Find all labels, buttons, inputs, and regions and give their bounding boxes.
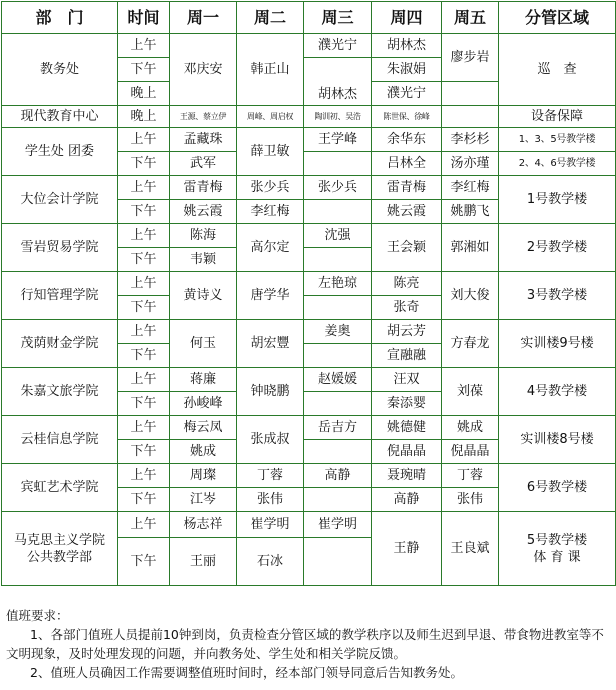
dept-name [2,512,118,586]
duty-cell: 丁蓉 [442,464,499,488]
duty-cell: 张成叔 [237,416,304,464]
duty-cell: 陶训初、吴浩 [304,106,372,128]
header-dept: 部 门 [2,2,118,34]
table-row [2,224,616,248]
time-slot: 上午 [118,272,170,296]
notes-item: 2、值班人员确因工作需要调整值班时间时，经本部门领导同意后告知教务处。 [30,665,463,680]
duty-cell: 王丽 [170,538,237,586]
duty-cell: 崔学明 [304,512,372,538]
area-cell: 2、4、6号教学楼 [499,152,616,176]
duty-cell: 秦添婴 [372,392,442,416]
duty-cell: 郭湘如 [442,224,499,272]
duty-cell: 姚鹏飞 [442,200,499,224]
duty-cell: 濮光宁 [372,82,442,106]
duty-cell [304,248,372,272]
notes-title: 值班要求： [6,608,69,623]
duty-cell: 左艳琼 [304,272,372,296]
time-slot: 下午 [118,538,170,586]
area-cell: 3号教学楼 [499,272,616,320]
time-slot: 下午 [118,200,170,224]
time-slot: 下午 [118,296,170,320]
duty-cell: 钟晓鹏 [237,368,304,416]
duty-cell: 石冰 [237,538,304,586]
duty-cell: 丁蓉 [237,464,304,488]
dept-name: 行知管理学院 [2,272,118,320]
time-slot: 上午 [118,464,170,488]
table-row [2,464,616,488]
duty-cell: 武军 [170,152,237,176]
duty-cell: 吕林全 [372,152,442,176]
table-row [2,416,616,440]
duty-cell: 孟藏珠 [170,128,237,152]
duty-cell: 高尔定 [237,224,304,272]
duty-cell: 崔学明 [237,512,304,538]
time-slot: 下午 [118,58,170,82]
dept-name: 茂荫财金学院 [2,320,118,368]
duty-cell [304,200,372,224]
area-cell: 4号教学楼 [499,368,616,416]
duty-cell: 聂琬晴 [372,464,442,488]
duty-cell: 赵媛媛 [304,368,372,392]
dept-name: 现代教育中心 [2,106,118,128]
area-cell: 实训楼8号楼 [499,416,616,464]
duty-cell: 濮光宁 [304,34,372,58]
duty-cell: 蒋廉 [170,368,237,392]
duty-schedule-table [1,1,616,586]
header-time: 时间 [118,2,170,34]
duty-cell [304,344,372,368]
header-thu: 周四 [372,2,442,34]
duty-cell: 王学峰 [304,128,372,152]
time-slot: 上午 [118,176,170,200]
duty-cell: 宣融融 [372,344,442,368]
area-cell: 1号教学楼 [499,176,616,224]
duty-cell: 邓庆安 [170,34,237,106]
area-line: 体 育 课 [533,549,581,565]
area-cell: 2号教学楼 [499,224,616,272]
duty-cell [442,82,499,106]
duty-cell: 江岑 [170,488,237,512]
duty-cell: 姚云霞 [372,200,442,224]
time-slot: 上午 [118,34,170,58]
duty-cell: 岳吉方 [304,416,372,440]
duty-cell: 王会颖 [372,224,442,272]
duty-cell: 姜奥 [304,320,372,344]
duty-cell: 刘大俊 [442,272,499,320]
duty-cell: 陈世保、徐峰 [372,106,442,128]
time-slot: 下午 [118,248,170,272]
duty-cell: 沈强 [304,224,372,248]
duty-cell: 陈亮 [372,272,442,296]
table-row [2,320,616,344]
duty-cell: 张伟 [442,488,499,512]
duty-notes [6,606,612,682]
duty-cell: 李杉杉 [442,128,499,152]
time-slot: 下午 [118,152,170,176]
duty-cell: 倪晶晶 [442,440,499,464]
duty-cell: 陈海 [170,224,237,248]
duty-cell: 姚成 [170,440,237,464]
header-fri: 周五 [442,2,499,34]
duty-cell: 张少兵 [237,176,304,200]
duty-cell: 梅云凤 [170,416,237,440]
duty-cell: 韩正山 [237,34,304,106]
duty-cell: 雷青梅 [372,176,442,200]
duty-cell: 周璨 [170,464,237,488]
area-line: 5号教学楼 [526,532,588,548]
duty-cell: 朱淑娟 [372,58,442,82]
duty-cell: 胡林杰 [372,34,442,58]
duty-cell: 李红梅 [442,176,499,200]
header-row [2,2,616,34]
notes-item: 1、各部门值班人员提前10钟到岗，负责检查分管区域的教学秩序以及师生迟到早退、带食物进教室等不文明现象，及时处理发现的问题，并向教务处、学生处和相关学院反馈。 [6,627,604,661]
duty-cell: 胡云芳 [372,320,442,344]
time-slot: 上午 [118,320,170,344]
dept-name: 朱嘉文旅学院 [2,368,118,416]
duty-cell: 姚云霞 [170,200,237,224]
table-row [2,128,616,152]
table-row [2,106,616,128]
duty-cell: 汤亦瑾 [442,152,499,176]
header-mon: 周一 [170,2,237,34]
table-row [2,272,616,296]
table-row [2,512,616,538]
time-slot: 晚上 [118,82,170,106]
table-row [2,368,616,392]
dept-name: 云桂信息学院 [2,416,118,464]
dept-name: 雪岩贸易学院 [2,224,118,272]
duty-cell: 胡林杰 [304,58,372,106]
duty-cell [442,106,499,128]
area-cell: 巡 查 [499,34,616,106]
duty-cell: 倪晶晶 [372,440,442,464]
duty-cell: 汪双 [372,368,442,392]
dept-name: 大位会计学院 [2,176,118,224]
time-slot: 上午 [118,368,170,392]
duty-cell: 张奇 [372,296,442,320]
duty-cell: 李红梅 [237,200,304,224]
duty-cell: 王良斌 [442,512,499,586]
duty-cell: 姚成 [442,416,499,440]
area-cell: 6号教学楼 [499,464,616,512]
area-cell: 实训楼9号楼 [499,320,616,368]
time-slot: 上午 [118,128,170,152]
duty-cell: 王静 [372,512,442,586]
time-slot: 晚上 [118,106,170,128]
duty-cell [304,538,372,586]
table-row [2,176,616,200]
duty-cell: 黄诗义 [170,272,237,320]
duty-cell: 刘葆 [442,368,499,416]
time-slot: 下午 [118,440,170,464]
duty-cell: 雷青梅 [170,176,237,200]
duty-cell [304,152,372,176]
area-cell: 设备保障 [499,106,616,128]
duty-cell: 韦颖 [170,248,237,272]
time-slot: 下午 [118,344,170,368]
time-slot: 下午 [118,488,170,512]
dept-name-line: 公共教学部 [26,549,92,565]
time-slot: 上午 [118,416,170,440]
dept-name: 宾虹艺术学院 [2,464,118,512]
dept-name: 教务处 [2,34,118,106]
duty-cell: 高静 [304,464,372,488]
duty-cell: 张伟 [237,488,304,512]
duty-cell: 周峰、周启权 [237,106,304,128]
duty-cell [304,440,372,464]
duty-cell: 薛卫敏 [237,128,304,176]
duty-cell [304,392,372,416]
duty-cell: 王源、蔡立伊 [170,106,237,128]
duty-cell: 杨志祥 [170,512,237,538]
duty-cell: 余华东 [372,128,442,152]
duty-cell [304,296,372,320]
area-cell [499,512,616,586]
table-row [2,34,616,58]
header-wed: 周三 [304,2,372,34]
duty-cell: 姚德健 [372,416,442,440]
duty-cell: 方春龙 [442,320,499,368]
time-slot: 上午 [118,224,170,248]
duty-cell: 张少兵 [304,176,372,200]
dept-name: 学生处 团委 [2,128,118,176]
dept-name-line: 马克思主义学院 [13,532,105,548]
header-area: 分管区域 [499,2,616,34]
duty-cell: 孙峻峰 [170,392,237,416]
duty-cell: 高静 [372,488,442,512]
duty-cell: 廖步岩 [442,34,499,82]
duty-cell [304,488,372,512]
duty-cell: 何玉 [170,320,237,368]
area-cell: 1、3、5号教学楼 [499,128,616,152]
duty-cell: 胡宏豐 [237,320,304,368]
time-slot: 上午 [118,512,170,538]
time-slot: 下午 [118,392,170,416]
header-tue: 周二 [237,2,304,34]
duty-cell: 唐学华 [237,272,304,320]
